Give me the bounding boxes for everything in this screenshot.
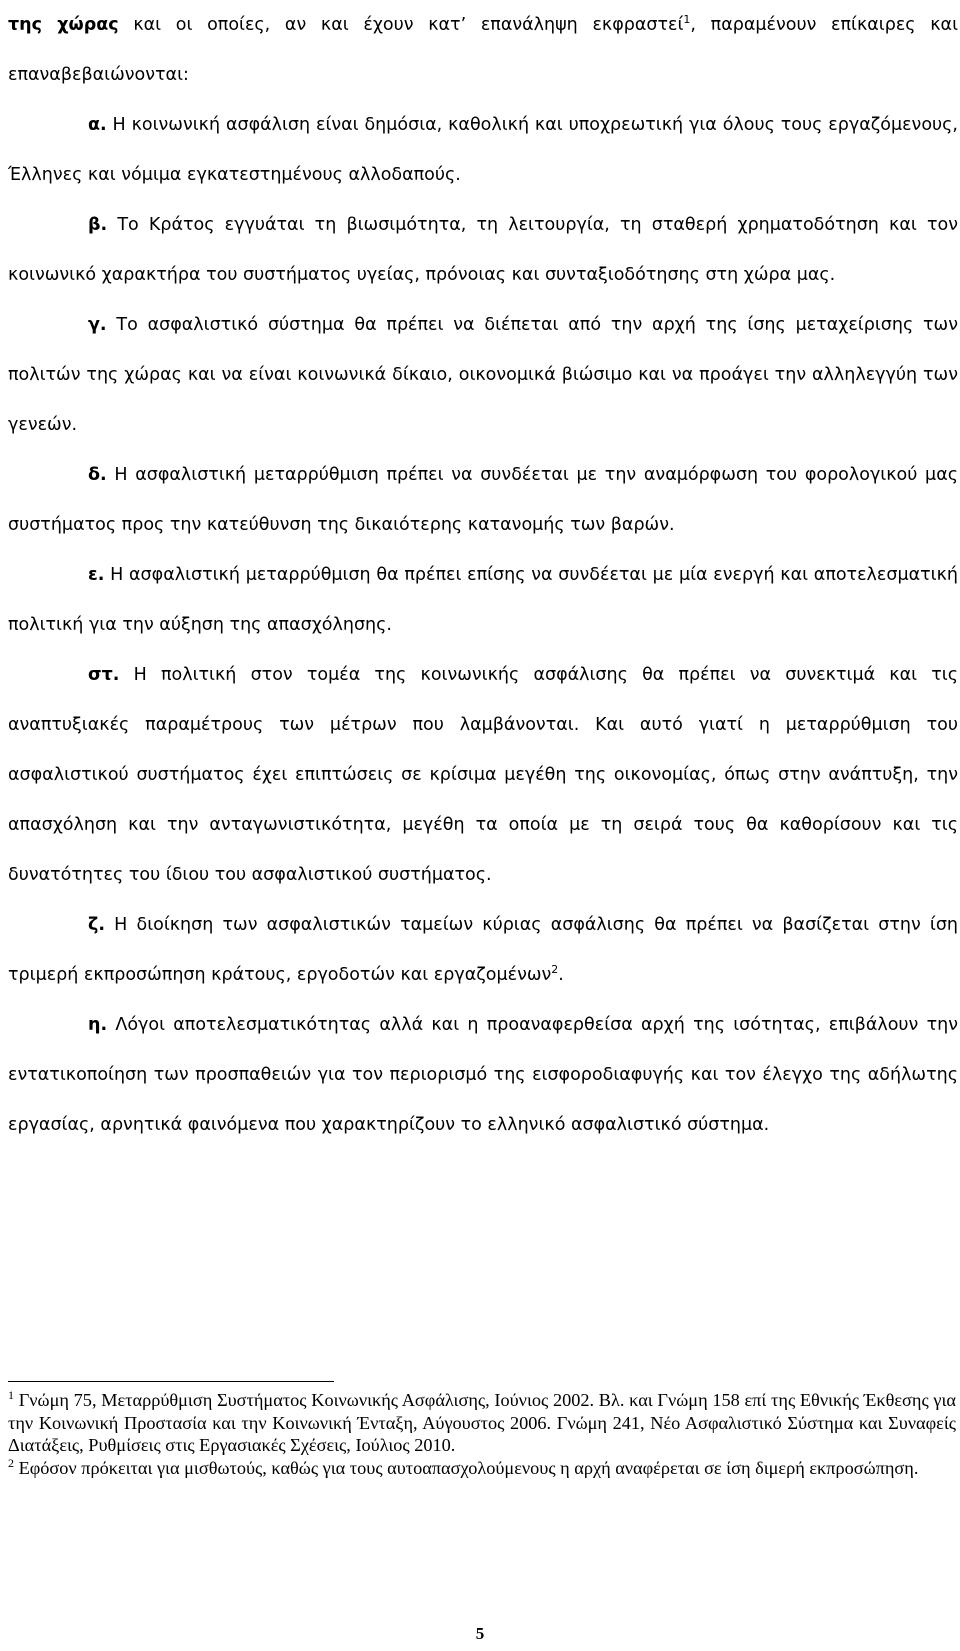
footnote-separator: [8, 1381, 334, 1382]
list-marker: β.: [88, 215, 108, 235]
list-item-z: [8, 900, 958, 1000]
list-item-h: [8, 1000, 958, 1150]
footnote-ref-2[interactable]: 2: [551, 963, 559, 977]
list-item-c: [8, 300, 958, 450]
page-number: 5: [475, 1624, 485, 1643]
list-marker: γ.: [88, 315, 107, 335]
list-item-st: [8, 650, 958, 900]
footnote-ref-1[interactable]: 1: [683, 13, 691, 27]
list-item-text: Η πολιτική στον τομέα της κοινωνικής ασφάλισης θα πρέπει να συνεκτιμά και τις αναπτυξιακές παραμέτρους των μέτρων που λαμβάνονται. Και αυτό γιατί η μεταρρύθμιση του ασφαλιστικού συστήματος έχει επιπτώσεις σε κρίσιμα μεγέθη της οικονομίας, όπως στην ανάπτυξη, την απασχόληση και την ανταγωνιστικότητα, μεγέθη τα οποία με τη σειρά τους θα καθορίσουν και τις δυνατότητες του ίδιου του ασφαλιστικού συστήματος.: [8, 665, 958, 885]
footnote-text: Εφόσον πρόκειται για μισθωτούς, καθώς για τους αυτοαπασχολούμενους η αρχή αναφέρεται σε ίση διμερή εκπροσώπηση.: [14, 1457, 919, 1478]
intro-text-end: , παραμένουν επίκαιρες και επαναβεβαιώνονται:: [8, 15, 959, 85]
list-item-text-end: .: [558, 965, 564, 985]
list-marker: δ.: [88, 465, 107, 485]
list-item-text: Το Κράτος εγγυάται τη βιωσιμότητα, τη λειτουργία, τη σταθερή χρηματοδότηση και τον κοινωνικό χαρακτήρα του συστήματος υγείας, πρόνοιας και συνταξιοδότησης στη χώρα μας.: [8, 215, 958, 285]
list-marker: στ.: [88, 665, 120, 685]
body-text: [8, 0, 958, 1150]
intro-text: και οι οποίες, αν και έχουν κατ’ επανάληψη εκφραστεί: [118, 15, 684, 35]
footnotes: [8, 1389, 956, 1479]
list-item-a: [8, 100, 958, 200]
list-marker: ε.: [88, 565, 105, 585]
list-item-d: [8, 450, 958, 550]
list-marker: η.: [88, 1015, 108, 1035]
list-item-b: [8, 200, 958, 300]
list-item-text: Η ασφαλιστική μεταρρύθμιση πρέπει να συνδέεται με την αναμόρφωση του φορολογικού μας συστήματος προς την κατεύθυνση της δικαιότερης κατανομής των βαρών.: [8, 465, 958, 535]
intro-paragraph: [8, 0, 958, 100]
list-item-e: [8, 550, 958, 650]
list-item-text: Η κοινωνική ασφάλιση είναι δημόσια, καθολική και υποχρεωτική για όλους τους εργαζόμενους, Έλληνες και νόμιμα εγκατεστημένους αλλοδαπούς.: [8, 115, 958, 185]
intro-bold-start: της χώρας: [8, 15, 119, 35]
footnote-2: [8, 1457, 956, 1480]
list-item-text: Η ασφαλιστική μεταρρύθμιση θα πρέπει επίσης να συνδέεται με μία ενεργή και αποτελεσματική πολιτική για την αύξηση της απασχόλησης.: [8, 565, 958, 635]
list-item-text: Λόγοι αποτελεσματικότητας αλλά και η προαναφερθείσα αρχή της ισότητας, επιβάλουν την εντατικοποίηση των προσπαθειών για τον περιορισμό της εισφοροδιαφυγής και τον έλεγχο της αδήλωτης εργασίας, αρνητικά φαινόμενα που χαρακτηρίζουν το ελληνικό ασφαλιστικό σύστημα.: [8, 1015, 958, 1135]
list-marker: α.: [88, 115, 107, 135]
footnote-1: [8, 1389, 956, 1457]
list-item-text: Η διοίκηση των ασφαλιστικών ταμείων κύριας ασφάλισης θα πρέπει να βασίζεται στην ίση τριμερή εκπροσώπηση κράτους, εργοδοτών και εργαζομένων: [8, 915, 958, 985]
list-item-text: Το ασφαλιστικό σύστημα θα πρέπει να διέπεται από την αρχή της ίσης μεταχείρισης των πολιτών της χώρας και να είναι κοινωνικά δίκαιο, οικονομικά βιώσιμο και να προάγει την αλληλεγγύη των γενεών.: [8, 315, 958, 435]
footnote-mark: 1: [8, 1387, 14, 1402]
list-marker: ζ.: [88, 915, 105, 935]
footnote-mark: 2: [8, 1455, 14, 1470]
footnote-text: Γνώμη 75, Μεταρρύθμιση Συστήματος Κοινωνικής Ασφάλισης, Ιούνιος 2002. Βλ. και Γνώμη 158 επί της Εθνικής Έκθεσης για την Κοινωνική Προστασία και την Κοινωνική Ένταξη, Αύγουστος 2006. Γνώμη 241, Νέο Ασφαλιστικό Σύστημα και Συναφείς Διατάξεις, Ρυθμίσεις στις Εργασιακές Σχέσεις, Ιούλιος 2010.: [8, 1390, 956, 1456]
